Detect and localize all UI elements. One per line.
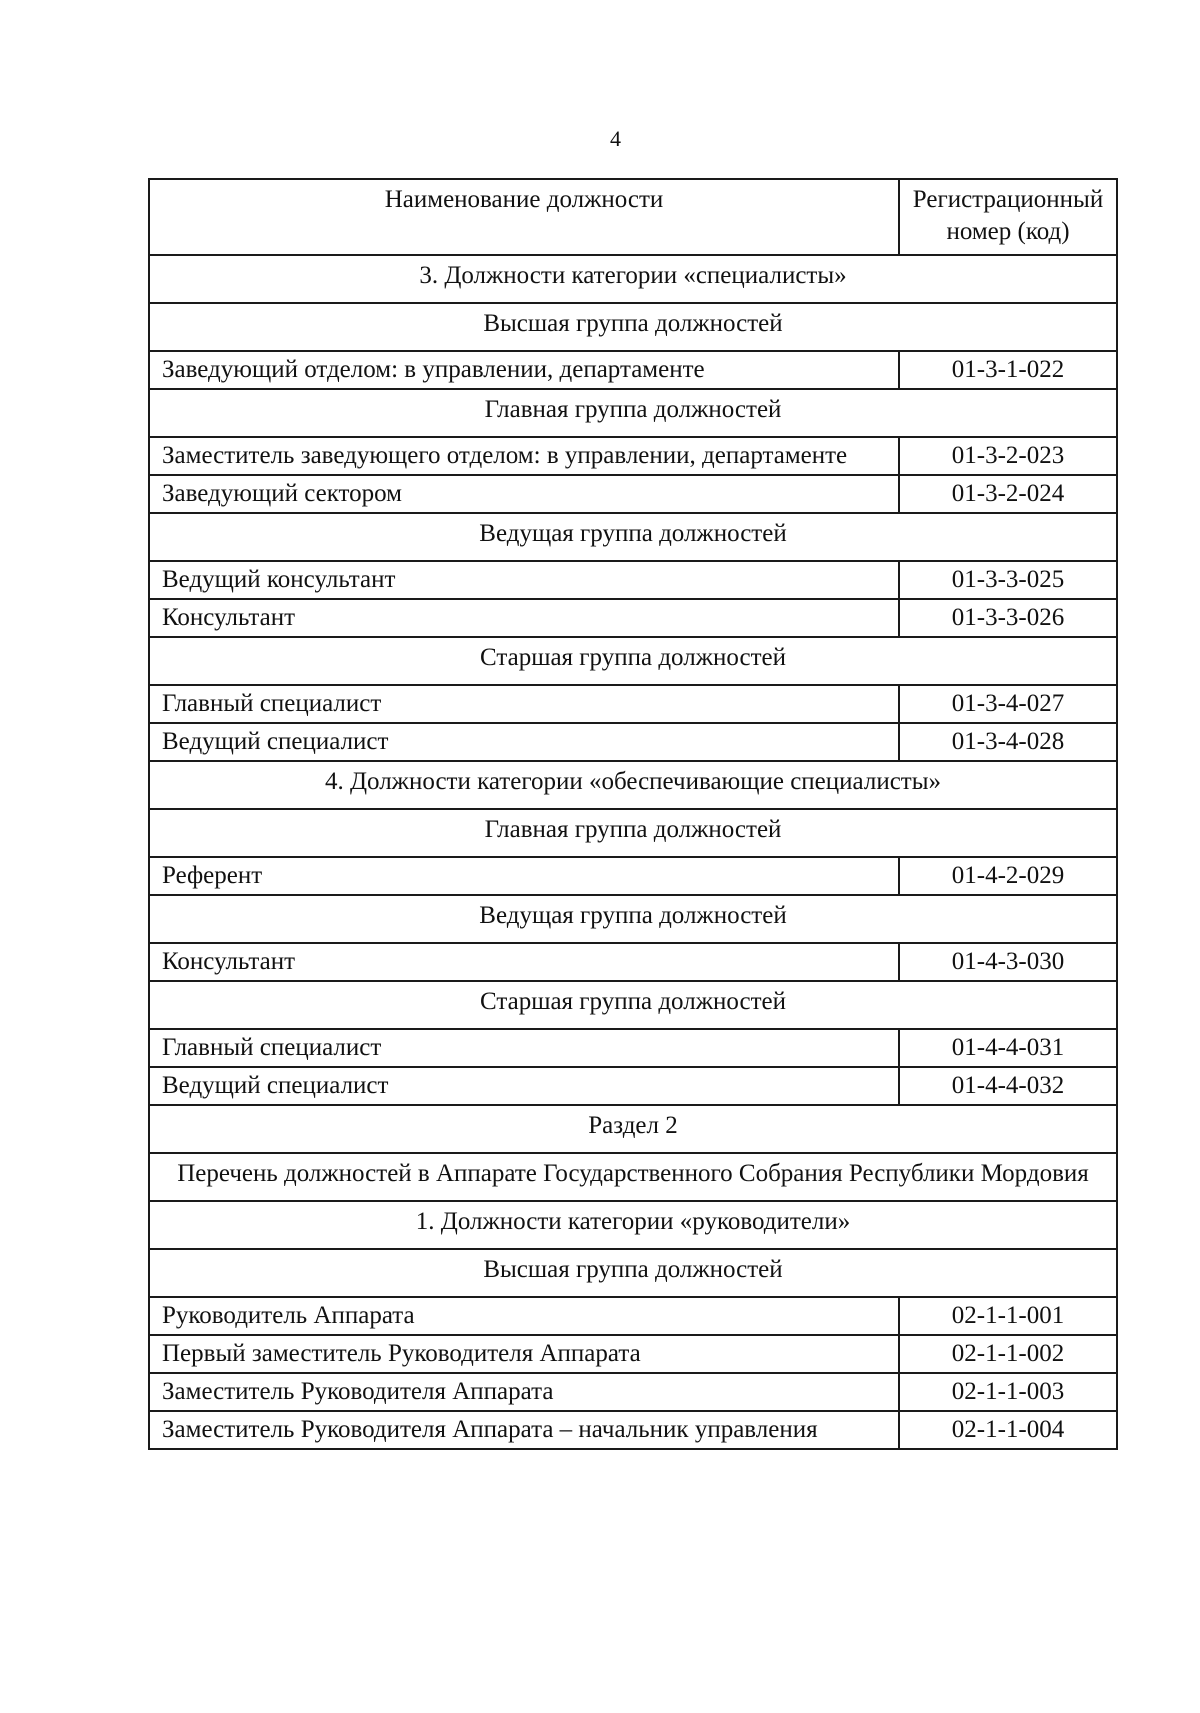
position-name: Ведущий специалист	[149, 1067, 899, 1105]
section-heading-row	[149, 895, 1117, 943]
section-heading: Старшая группа должностей	[149, 637, 1117, 685]
table-row	[149, 857, 1117, 895]
section-heading: Главная группа должностей	[149, 389, 1117, 437]
section-heading-row	[149, 1201, 1117, 1249]
section-heading-row	[149, 809, 1117, 857]
table-row	[149, 1029, 1117, 1067]
table-row	[149, 351, 1117, 389]
registration-code: 02-1-1-001	[899, 1297, 1117, 1335]
position-name: Главный специалист	[149, 685, 899, 723]
position-name: Ведущий консультант	[149, 561, 899, 599]
registration-code: 01-3-4-027	[899, 685, 1117, 723]
table-row	[149, 599, 1117, 637]
table-row	[149, 1335, 1117, 1373]
position-name: Ведущий специалист	[149, 723, 899, 761]
registration-code: 01-3-2-024	[899, 475, 1117, 513]
page-number: 4	[610, 126, 621, 151]
section-heading-row	[149, 389, 1117, 437]
position-name: Заместитель Руководителя Аппарата	[149, 1373, 899, 1411]
table-row	[149, 943, 1117, 981]
registration-code: 01-4-4-032	[899, 1067, 1117, 1105]
position-name: Консультант	[149, 599, 899, 637]
registration-code: 02-1-1-003	[899, 1373, 1117, 1411]
section-heading: Перечень должностей в Аппарате Государственного Собрания Республики Мордовия	[149, 1153, 1117, 1201]
table-row	[149, 1297, 1117, 1335]
section-heading: Ведущая группа должностей	[149, 513, 1117, 561]
registration-code: 02-1-1-002	[899, 1335, 1117, 1373]
position-name: Заместитель заведующего отделом: в управлении, департаменте	[149, 437, 899, 475]
section-heading-row	[149, 981, 1117, 1029]
section-heading-row	[149, 1249, 1117, 1297]
table-row	[149, 685, 1117, 723]
header-position-name: Наименование должности	[149, 179, 899, 255]
table-header-row	[149, 179, 1117, 255]
table-row	[149, 723, 1117, 761]
registration-code: 01-4-4-031	[899, 1029, 1117, 1067]
section-heading-row	[149, 255, 1117, 303]
position-name: Заместитель Руководителя Аппарата – начальник управления	[149, 1411, 899, 1449]
section-heading: Высшая группа должностей	[149, 1249, 1117, 1297]
positions-table	[148, 178, 1118, 1450]
section-heading-row	[149, 1105, 1117, 1153]
table-row	[149, 437, 1117, 475]
section-heading: Старшая группа должностей	[149, 981, 1117, 1029]
registration-code: 01-3-2-023	[899, 437, 1117, 475]
position-name: Руководитель Аппарата	[149, 1297, 899, 1335]
section-heading: Высшая группа должностей	[149, 303, 1117, 351]
table-row	[149, 1411, 1117, 1449]
registration-code: 01-4-3-030	[899, 943, 1117, 981]
section-heading: Раздел 2	[149, 1105, 1117, 1153]
table-row	[149, 475, 1117, 513]
section-heading: 4. Должности категории «обеспечивающие специалисты»	[149, 761, 1117, 809]
table-row	[149, 1067, 1117, 1105]
registration-code: 01-4-2-029	[899, 857, 1117, 895]
section-heading-row	[149, 513, 1117, 561]
registration-code: 01-3-3-026	[899, 599, 1117, 637]
section-heading: 3. Должности категории «специалисты»	[149, 255, 1117, 303]
position-name: Главный специалист	[149, 1029, 899, 1067]
position-name: Консультант	[149, 943, 899, 981]
position-name: Заведующий сектором	[149, 475, 899, 513]
section-heading-row	[149, 637, 1117, 685]
section-heading: 1. Должности категории «руководители»	[149, 1201, 1117, 1249]
registration-code: 02-1-1-004	[899, 1411, 1117, 1449]
table-body	[149, 255, 1117, 1449]
header-registration-code: Регистрационный номер (код)	[899, 179, 1117, 255]
position-name: Заведующий отделом: в управлении, департаменте	[149, 351, 899, 389]
section-heading-row	[149, 303, 1117, 351]
registration-code: 01-3-1-022	[899, 351, 1117, 389]
table-row	[149, 1373, 1117, 1411]
section-heading: Ведущая группа должностей	[149, 895, 1117, 943]
registration-code: 01-3-3-025	[899, 561, 1117, 599]
section-heading-row	[149, 1153, 1117, 1201]
position-name: Референт	[149, 857, 899, 895]
table-row	[149, 561, 1117, 599]
position-name: Первый заместитель Руководителя Аппарата	[149, 1335, 899, 1373]
section-heading: Главная группа должностей	[149, 809, 1117, 857]
section-heading-row	[149, 761, 1117, 809]
registration-code: 01-3-4-028	[899, 723, 1117, 761]
